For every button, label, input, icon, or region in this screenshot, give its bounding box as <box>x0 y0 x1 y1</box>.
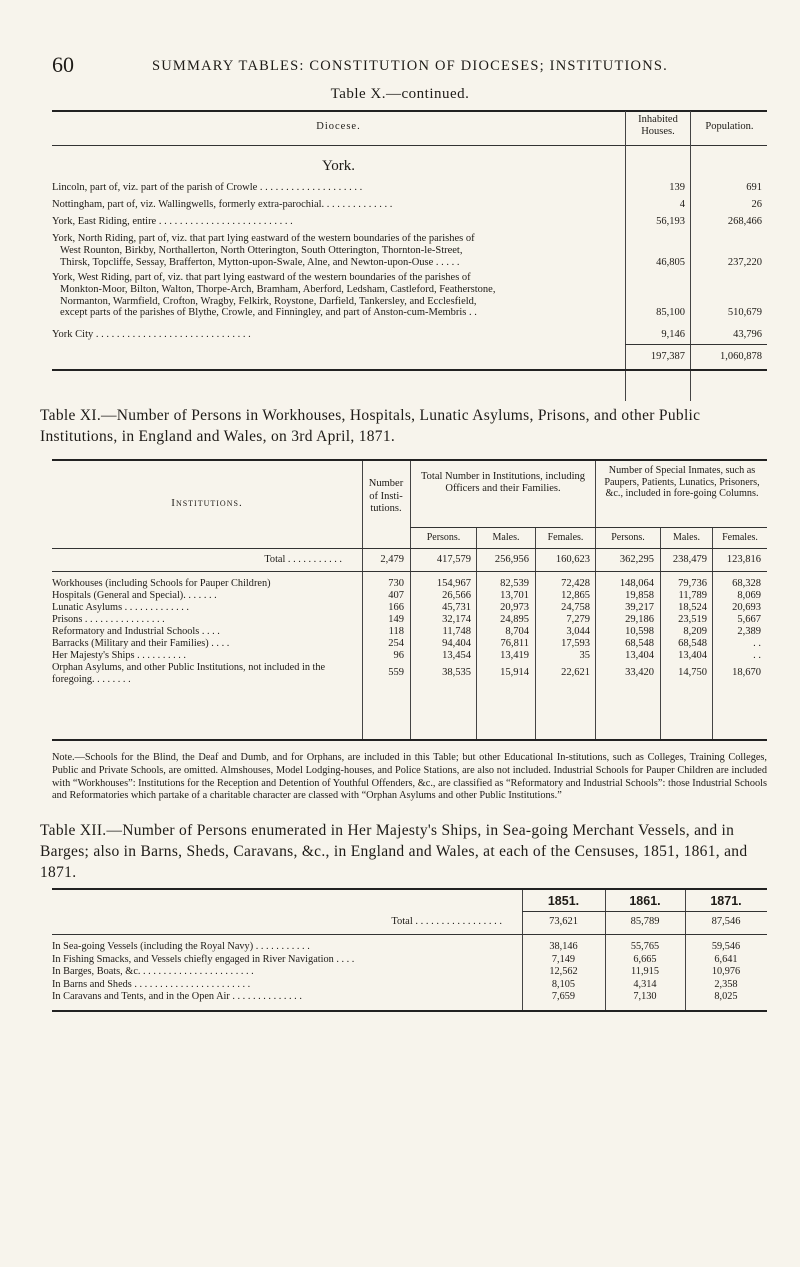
table11-subheader-rule <box>410 527 767 528</box>
table11-total-males: 256,956 <box>494 554 529 565</box>
table12-row-value: 10,976 <box>711 966 741 977</box>
page-number: 60 <box>52 52 74 77</box>
table11-row-number: 254 <box>388 638 404 649</box>
table11-row-sp_females: 5,667 <box>737 614 761 625</box>
table11-row-males: 13,701 <box>500 590 529 601</box>
table11-row-sp_persons: 68,548 <box>625 638 654 649</box>
table10-header-houses: Inhabited Houses. <box>638 114 678 137</box>
table11-total-sp_females: 123,816 <box>726 554 761 565</box>
table10-row-population: 43,796 <box>733 329 762 340</box>
table10-row-label: York, North Riding, part of, viz. that part lying eastward of the western boundaries of the parishes of <box>52 233 475 244</box>
table11-row-number: 96 <box>393 650 404 661</box>
table10-row-houses: 56,193 <box>656 216 685 227</box>
table12-row-value: 55,765 <box>630 941 660 952</box>
table11-row-sp_persons: 19,858 <box>625 590 654 601</box>
table12-total-label: Total . . . . . . . . . . . . . . . . . <box>391 916 502 927</box>
table11-title: Table XI.—Number of Persons in Workhouses, Hospitals, Lunatic Asylums, Prisons, and other Public Institutions, in England and Wales, on 3rd April, 1871. <box>40 407 701 445</box>
table12-rule-c <box>685 890 686 1011</box>
table11-row-label: Hospitals (General and Special). . . . . . . <box>52 590 217 601</box>
table11-row-females: 24,758 <box>561 602 590 613</box>
table11-row-males: 13,419 <box>500 650 529 661</box>
table11-row-sp_females: 20,693 <box>732 602 761 613</box>
table10-header-population: Population. <box>705 121 754 132</box>
table11-row-males: 76,811 <box>500 638 529 649</box>
table11-row-sp_females: 18,670 <box>732 667 761 678</box>
table12-rule-a <box>522 890 523 1011</box>
table10-row-houses: 139 <box>669 182 685 193</box>
table12-row-value: 8,025 <box>714 991 738 1002</box>
table11-row-label: Her Majesty's Ships . . . . . . . . . . <box>52 650 186 661</box>
table11-row-persons: 94,404 <box>442 638 471 649</box>
table11-row-females: 3,044 <box>566 626 590 637</box>
table11-row-females: 12,865 <box>561 590 590 601</box>
table11-row-label: Reformatory and Industrial Schools . . . . <box>52 626 220 637</box>
table11-total-sp_persons: 362,295 <box>619 554 654 565</box>
table10-row-population: 268,466 <box>727 216 762 227</box>
table11-row-sp_females: . . <box>753 638 761 649</box>
table12-row-label: In Caravans and Tents, and in the Open Air . . . . . . . . . . . . . . <box>52 991 302 1002</box>
table12-total-value: 85,789 <box>630 916 660 927</box>
table10-col-rule-1 <box>625 111 626 401</box>
table11-header-sp-persons: Persons. <box>611 532 645 543</box>
table10-header-diocese: Diocese. <box>316 121 361 132</box>
table11-header-total-group: Total Number in Institutions, including Officers and their Families. <box>420 471 586 494</box>
table12-total-value: 87,546 <box>711 916 741 927</box>
table12-row-value: 59,546 <box>711 941 741 952</box>
table11-row-females: 22,621 <box>561 667 590 678</box>
table11-row-persons: 13,454 <box>442 650 471 661</box>
table10-total-houses: 197,387 <box>650 351 685 362</box>
table12-row-value: 2,358 <box>714 978 738 990</box>
table10-row-label: York, East Riding, entire . . . . . . . . . . . . . . . . . . . . . . . . . . <box>52 216 293 227</box>
table11-row-sp_males: 18,524 <box>678 602 707 613</box>
table10-row-label: Thirsk, Topcliffe, Sessay, Brafferton, Mytton-upon-Swale, Alne, and Newton-upon-Ouse . . . . . <box>60 256 460 268</box>
table12-top-rule <box>52 888 767 890</box>
table11-row-females: 7,279 <box>566 614 590 625</box>
table11-header-sp-females: Females. <box>722 532 758 543</box>
table10-row-label: York City . . . . . . . . . . . . . . . . . . . . . . . . . . . . . . <box>52 329 251 340</box>
table12-total-value: 73,621 <box>549 916 578 927</box>
table12-row-value: 4,314 <box>633 978 657 990</box>
table11-row-sp_persons: 29,186 <box>625 614 654 625</box>
table11-header-number: Number of Insti-tutions. <box>368 478 404 514</box>
table11-row-sp_persons: 33,420 <box>625 667 654 678</box>
table11-row-sp_males: 13,404 <box>678 650 707 661</box>
table12-row-value: 7,130 <box>633 991 657 1002</box>
table11-row-sp_males: 8,209 <box>683 626 707 637</box>
table12-row-value: 12,562 <box>549 966 578 977</box>
table11-row-number: 166 <box>388 602 404 613</box>
table12-rule-b <box>605 890 606 1011</box>
table11-row-number: 118 <box>388 626 404 637</box>
table11-row-sp_females: 2,389 <box>737 626 761 637</box>
table12-year-header: 1861. <box>629 894 661 908</box>
table12-row-label: In Barges, Boats, &c. . . . . . . . . . . . . . . . . . . . . . . <box>52 966 254 977</box>
table11-row-sp_persons: 39,217 <box>625 602 654 613</box>
table12-row-value: 11,915 <box>631 966 659 977</box>
table11-row-persons: 32,174 <box>442 614 471 625</box>
table12-row-label: In Barns and Sheds . . . . . . . . . . . . . . . . . . . . . . . <box>52 978 251 990</box>
table10-title: Table X.—continued. <box>330 86 470 102</box>
table10-col-rule-2 <box>690 111 691 401</box>
table10-row-label: Lincoln, part of, viz. part of the parish of Crowle . . . . . . . . . . . . . . . . . . . . <box>52 182 363 193</box>
table10-row-population: 26 <box>751 199 762 210</box>
table11-row-sp_males: 79,736 <box>678 578 707 589</box>
table12-row-label: In Sea-going Vessels (including the Royal Navy) . . . . . . . . . . . <box>52 941 310 952</box>
table11-header-sp-males: Males. <box>673 532 700 543</box>
table10-row-label: Nottingham, part of, viz. Wallingwells, formerly extra-parochial. . . . . . . . . . . . . . <box>52 199 393 210</box>
table11-header-persons: Persons. <box>426 532 461 543</box>
table12-row-value: 38,146 <box>549 941 578 952</box>
table11-row-label: Prisons . . . . . . . . . . . . . . . . <box>52 614 165 625</box>
table11-row-sp_females: 8,069 <box>737 590 761 601</box>
table11-row-sp_persons: 10,598 <box>625 626 654 637</box>
table11-row-persons: 38,535 <box>442 667 471 678</box>
table11-row-females: 35 <box>579 650 590 661</box>
running-head: SUMMARY TABLES: CONSTITUTION OF DIOCESES; INSTITUTIONS. <box>152 58 668 74</box>
table10-row-population: 691 <box>746 182 762 193</box>
table10-row-label: York, West Riding, part of, viz. that part lying eastward of the western boundaries of the parishes of <box>52 272 471 283</box>
table11-row-number: 559 <box>388 667 404 678</box>
table10-row-houses: 4 <box>679 199 685 210</box>
table10-row-label: West Rounton, Birkby, Northallerton, North Otterington, South Otterington, Thornton-le-Street, <box>60 244 463 256</box>
table10-total-rule <box>625 344 767 345</box>
table10-row-label: except parts of the parishes of Blythe, Crowle, and Finningley, and part of Anston-cum-Membris . . <box>60 307 477 319</box>
table10-row-houses: 85,100 <box>656 307 685 319</box>
table12-title: Table XII.—Number of Persons enumerated in Her Majesty's Ships, in Sea-going Merchant Vessels, and in Barges; also in Barns, Sheds, Caravans, &c., in England and Wales, at each of the Censuses, 1851, 1861, and 1871. <box>40 822 748 881</box>
table10-row-population: 510,679 <box>727 307 762 319</box>
table10-row-houses: 46,805 <box>656 256 685 268</box>
table11-row-females: 72,428 <box>561 578 590 589</box>
table11-total-number: 2,479 <box>380 554 404 565</box>
table11-row-males: 8,704 <box>505 626 529 637</box>
table12-bottom-rule <box>52 1010 767 1012</box>
table12-row-value: 6,641 <box>714 953 738 965</box>
table11-row-sp_males: 68,548 <box>678 638 707 649</box>
table12-row-value: 7,659 <box>551 991 576 1002</box>
table11-note: Note.—Schools for the Blind, the Deaf and Dumb, and for Orphans, are included in this Table; but other Educational In-stitutions, such as Colleges, Training Colleges, Public and Private Schools, are omitted. Almshouses, Model Lodging-houses, and Police Stations, are also not included. Industrial Schools for Pauper Children are included with “Workhouses”: Institutions for the Reception and Detention of Youthful Offenders, &c., are classified as “Reformatory and Industrial Schools”: those Industrial Schools and Reformatories which partake of a charitable character are classed with “Orphan Asylums and other Public Institutions.” <box>52 752 767 802</box>
table11-header-special-group: Number of Special Inmates, such as Paupers, Patients, Lunatics, Prisoners, &c., included in fore-going Columns. <box>604 465 760 499</box>
table11-row-label: Barracks (Military and their Families) . . . . <box>52 638 230 649</box>
table12-year-header: 1871. <box>710 894 742 908</box>
table11-row-sp_males: 11,789 <box>678 590 707 601</box>
table11-row-males: 20,973 <box>500 602 529 613</box>
table11-row-number: 407 <box>388 590 404 601</box>
table12-header-rule <box>522 911 767 912</box>
table11-rule-a <box>362 461 363 740</box>
table11-row-sp_males: 23,519 <box>678 614 707 625</box>
table11-header-rule <box>52 548 767 549</box>
table11-row-males: 15,914 <box>500 667 529 678</box>
table11-total-females: 160,623 <box>555 554 590 565</box>
table11-bottom-rule <box>52 739 767 741</box>
table12-row-value: 7,149 <box>551 953 576 965</box>
table11-total-rule <box>52 571 767 572</box>
table10-row-population: 237,220 <box>727 256 762 268</box>
table10-top-rule <box>52 110 767 112</box>
table11-total-sp_males: 238,479 <box>672 554 707 565</box>
table11-row-label: Orphan Asylums, and other Public Institutions, not included in the foregoing. . . . . . . . <box>52 662 326 685</box>
table11-row-sp_persons: 148,064 <box>619 578 654 589</box>
table11-row-sp_persons: 13,404 <box>625 650 654 661</box>
table12-row-label: In Fishing Smacks, and Vessels chiefly engaged in River Navigation . . . . <box>52 953 355 965</box>
table11-header-females: Females. <box>547 532 584 543</box>
table11-row-males: 82,539 <box>500 578 529 589</box>
table11-row-persons: 11,748 <box>442 626 471 637</box>
table10-row-label: Monkton-Moor, Bilton, Walton, Thorpe-Arch, Bramham, Aberford, Ledsham, Castleford, Featherstone, <box>60 283 496 295</box>
table11-row-number: 730 <box>388 578 404 589</box>
table11-row-label: Lunatic Asylums . . . . . . . . . . . . . <box>52 602 190 613</box>
table10-bottom-rule <box>52 369 767 371</box>
table11-row-number: 149 <box>388 614 404 625</box>
table11-row-persons: 26,566 <box>442 590 471 601</box>
table12-row-value: 6,665 <box>633 953 657 965</box>
table10-row-label: Normanton, Warmfield, Crofton, Wragby, Felkirk, Roystone, Darfield, Tankersley, and Ecclesfield, <box>60 295 477 307</box>
table11-row-persons: 154,967 <box>436 578 471 589</box>
table12-total-rule <box>52 934 767 935</box>
table10-row-houses: 9,146 <box>661 329 685 340</box>
table10-section-york: York. <box>321 158 356 174</box>
table11-row-persons: 45,731 <box>442 602 471 613</box>
table12-row-value: 8,105 <box>551 978 576 990</box>
table11-header-institutions: Institutions. <box>171 497 243 509</box>
table11-row-sp_females: . . <box>753 650 761 661</box>
table11-row-sp_females: 68,328 <box>732 578 761 589</box>
table11-row-label: Workhouses (including Schools for Pauper Children) <box>52 578 271 589</box>
table12-year-header: 1851. <box>547 894 580 908</box>
table11-header-males: Males. <box>492 532 520 543</box>
table11-row-males: 24,895 <box>500 614 529 625</box>
table11-row-females: 17,593 <box>561 638 590 649</box>
table11-total-persons: 417,579 <box>436 554 471 565</box>
table10-header-rule <box>52 145 767 146</box>
table10-total-population: 1,060,878 <box>720 351 762 362</box>
table11-row-sp_males: 14,750 <box>678 667 707 678</box>
table11-total-label: Total . . . . . . . . . . . <box>264 554 342 565</box>
